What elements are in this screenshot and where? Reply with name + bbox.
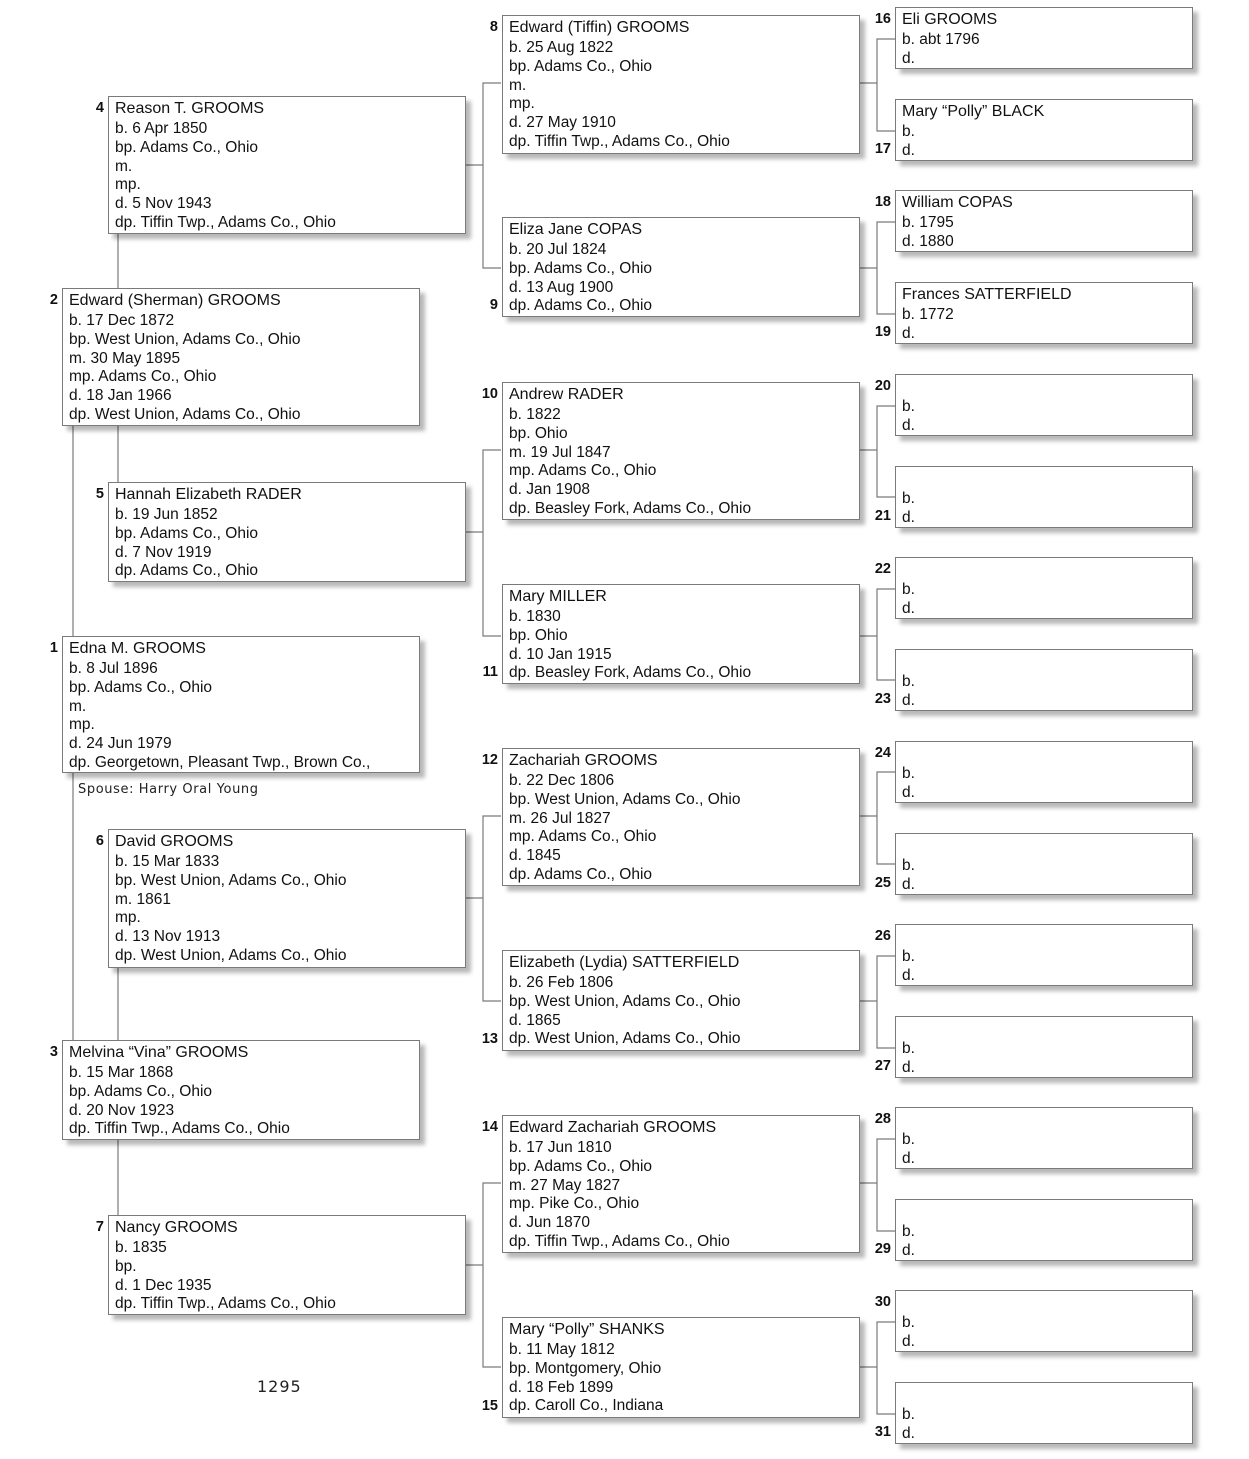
person-detail: b. 22 Dec 1806 — [509, 772, 615, 789]
person-box-29 — [895, 1199, 1193, 1261]
person-detail: b. — [902, 1314, 915, 1331]
person-detail: b. — [902, 1040, 915, 1057]
person-name — [902, 469, 1186, 488]
person-detail: bp. Ohio — [509, 626, 568, 644]
person-detail: d. — [902, 49, 915, 67]
person-box-20 — [895, 374, 1193, 436]
person-name — [902, 744, 1186, 763]
person-detail: b. abt 1796 — [902, 31, 980, 48]
person-detail: d. — [902, 1058, 915, 1076]
person-number-4: 4 — [95, 100, 104, 116]
person-detail: d. 7 Nov 1919 — [115, 543, 212, 561]
person-number-3: 3 — [49, 1044, 58, 1060]
person-detail: m. — [115, 157, 133, 175]
person-detail: dp. West Union, Adams Co., Ohio — [509, 1030, 741, 1048]
person-detail: b. — [902, 948, 915, 965]
person-detail: d. — [902, 1424, 915, 1442]
person-detail: d. — [902, 1332, 915, 1350]
person-box-11 — [502, 584, 860, 684]
person-number-25: 25 — [874, 875, 891, 891]
person-number-27: 27 — [874, 1058, 891, 1074]
person-box-12 — [502, 748, 860, 886]
person-detail: dp. Adams Co., Ohio — [115, 562, 259, 580]
person-number-6: 6 — [95, 833, 104, 849]
person-detail: mp. — [509, 95, 535, 113]
person-detail: m. 1861 — [115, 890, 172, 908]
person-name: Nancy GROOMS — [115, 1219, 238, 1236]
person-box-30 — [895, 1290, 1193, 1352]
person-number-9: 9 — [489, 297, 498, 313]
person-box-13 — [502, 950, 860, 1051]
person-box-17 — [895, 99, 1193, 161]
person-number-23: 23 — [874, 691, 891, 707]
person-detail: dp. Tiffin Twp., Adams Co., Ohio — [115, 213, 336, 231]
person-number-11: 11 — [482, 664, 498, 680]
person-detail: b. — [902, 673, 915, 690]
person-number-10: 10 — [481, 386, 498, 402]
person-detail: mp. Adams Co., Ohio — [509, 462, 657, 480]
person-detail: m. 27 May 1827 — [509, 1176, 621, 1194]
person-detail: bp. Adams Co., Ohio — [509, 57, 653, 75]
person-box-6 — [108, 829, 466, 968]
person-number-18: 18 — [874, 194, 891, 210]
person-detail: d. 13 Nov 1913 — [115, 928, 221, 946]
person-name: Frances SATTERFIELD — [902, 286, 1072, 303]
person-box-25 — [895, 833, 1193, 895]
person-detail: b. — [902, 1223, 915, 1240]
person-detail: b. — [902, 1406, 915, 1423]
person-detail: m. 30 May 1895 — [69, 349, 181, 367]
person-detail: d. — [902, 599, 915, 617]
person-detail: bp. Ohio — [509, 424, 568, 442]
person-detail: d. — [902, 416, 915, 434]
person-detail: dp. Beasley Fork, Adams Co., Ohio — [509, 499, 752, 517]
person-number-20: 20 — [874, 378, 891, 394]
person-name: Reason T. GROOMS — [115, 100, 265, 117]
person-detail: dp. Georgetown, Pleasant Twp., Brown Co., — [69, 753, 371, 771]
person-detail: d. 18 Feb 1899 — [509, 1378, 614, 1396]
person-detail: d. — [902, 783, 915, 801]
person-detail: b. 1835 — [115, 1239, 167, 1256]
person-detail: dp. Tiffin Twp., Adams Co., Ohio — [69, 1120, 290, 1138]
person-name: Hannah Elizabeth RADER — [115, 486, 302, 503]
person-detail: b. 20 Jul 1824 — [509, 241, 607, 258]
person-detail: d. 1880 — [902, 232, 954, 250]
person-detail: d. — [902, 141, 915, 159]
person-name — [902, 1019, 1186, 1038]
person-detail: m. 26 Jul 1827 — [509, 809, 611, 827]
person-detail: d. — [902, 966, 915, 984]
person-number-1: 1 — [49, 640, 58, 656]
person-name: Zachariah GROOMS — [509, 752, 658, 769]
person-detail: bp. — [115, 1257, 137, 1275]
person-box-4 — [108, 96, 466, 234]
person-detail: dp. Adams Co., Ohio — [509, 865, 653, 883]
person-name: William COPAS — [902, 194, 1013, 211]
person-detail: dp. West Union, Adams Co., Ohio — [115, 946, 347, 964]
person-detail: d. 1865 — [509, 1011, 561, 1029]
person-detail: d. — [902, 691, 915, 709]
person-detail: b. 11 May 1812 — [509, 1341, 615, 1358]
person-number-16: 16 — [874, 11, 891, 27]
person-detail: b. 15 Mar 1833 — [115, 853, 220, 870]
person-name — [902, 652, 1186, 671]
person-name — [902, 560, 1186, 579]
person-detail: bp. Adams Co., Ohio — [69, 1082, 213, 1100]
person-name: Eliza Jane COPAS — [509, 221, 643, 238]
person-name: Mary “Polly” SHANKS — [509, 1321, 665, 1338]
person-number-7: 7 — [95, 1219, 104, 1235]
person-box-7 — [108, 1215, 466, 1315]
person-detail: b. 25 Aug 1822 — [509, 39, 614, 56]
person-detail: d. — [902, 1241, 915, 1259]
person-detail: m. — [509, 76, 527, 94]
person-box-5 — [108, 482, 466, 582]
person-box-26 — [895, 924, 1193, 986]
person-detail: b. — [902, 857, 915, 874]
person-box-3 — [62, 1040, 420, 1140]
person-detail: b. 1830 — [509, 608, 561, 625]
person-number-28: 28 — [874, 1111, 891, 1127]
person-detail: dp. Beasley Fork, Adams Co., Ohio — [509, 664, 752, 682]
person-number-21: 21 — [874, 508, 891, 524]
person-number-8: 8 — [489, 19, 498, 35]
person-detail: dp. West Union, Adams Co., Ohio — [69, 405, 301, 423]
person-box-9 — [502, 217, 860, 317]
person-box-28 — [895, 1107, 1193, 1169]
person-number-5: 5 — [95, 486, 104, 502]
person-box-19 — [895, 282, 1193, 344]
person-detail: d. 1 Dec 1935 — [115, 1276, 212, 1294]
person-detail: bp. Montgomery, Ohio — [509, 1359, 662, 1377]
person-number-15: 15 — [481, 1398, 498, 1414]
person-box-10 — [502, 382, 860, 520]
person-name — [902, 1293, 1186, 1312]
person-detail: bp. Adams Co., Ohio — [115, 524, 259, 542]
person-detail: b. 26 Feb 1806 — [509, 974, 614, 991]
person-name — [902, 1110, 1186, 1129]
person-box-1 — [62, 636, 420, 773]
person-detail: d. Jun 1870 — [509, 1214, 591, 1232]
person-box-18 — [895, 190, 1193, 252]
person-detail: b. 17 Jun 1810 — [509, 1139, 612, 1156]
person-name: Eli GROOMS — [902, 11, 998, 28]
page-number: 1295 — [257, 1377, 302, 1396]
person-detail: b. — [902, 123, 915, 140]
person-detail: b. — [902, 581, 915, 598]
person-detail: b. — [902, 765, 915, 782]
person-detail: bp. West Union, Adams Co., Ohio — [509, 790, 741, 808]
person-detail: m. 19 Jul 1847 — [509, 443, 611, 461]
person-detail: dp. Caroll Co., Indiana — [509, 1397, 664, 1415]
person-name: Andrew RADER — [509, 386, 624, 403]
person-number-17: 17 — [874, 141, 891, 157]
person-detail: d. 13 Aug 1900 — [509, 278, 614, 296]
person-detail: d. 18 Jan 1966 — [69, 387, 172, 405]
person-detail: d. 1845 — [509, 847, 561, 865]
person-detail: mp. — [69, 716, 95, 734]
person-number-22: 22 — [874, 561, 891, 577]
person-box-14 — [502, 1115, 860, 1253]
person-box-2 — [62, 288, 420, 426]
person-box-31 — [895, 1382, 1193, 1444]
person-detail: dp. Tiffin Twp., Adams Co., Ohio — [509, 1232, 730, 1250]
person-name — [902, 836, 1186, 855]
person-detail: b. 1772 — [902, 306, 954, 323]
person-detail: bp. West Union, Adams Co., Ohio — [69, 330, 301, 348]
person-detail: b. 6 Apr 1850 — [115, 120, 208, 137]
person-detail: dp. Tiffin Twp., Adams Co., Ohio — [115, 1295, 336, 1313]
person-box-27 — [895, 1016, 1193, 1078]
person-detail: d. — [902, 875, 915, 893]
person-detail: b. — [902, 490, 915, 507]
person-detail: d. 27 May 1910 — [509, 114, 616, 132]
person-detail: b. 1795 — [902, 214, 954, 231]
person-name: David GROOMS — [115, 833, 234, 850]
person-name: Mary “Polly” BLACK — [902, 103, 1045, 120]
person-name: Mary MILLER — [509, 588, 607, 605]
person-detail: d. 20 Nov 1923 — [69, 1101, 175, 1119]
person-name: Melvina “Vina” GROOMS — [69, 1044, 249, 1061]
person-detail: bp. Adams Co., Ohio — [69, 678, 213, 696]
person-detail: dp. Adams Co., Ohio — [509, 297, 653, 315]
person-detail: b. 15 Mar 1868 — [69, 1064, 174, 1081]
person-detail: mp. Adams Co., Ohio — [509, 828, 657, 846]
person-detail: b. — [902, 1131, 915, 1148]
person-number-29: 29 — [874, 1241, 891, 1257]
person-number-24: 24 — [874, 745, 891, 761]
person-name — [902, 1202, 1186, 1221]
person-detail: b. 1822 — [509, 406, 561, 423]
person-number-13: 13 — [481, 1031, 498, 1047]
person-name: Elizabeth (Lydia) SATTERFIELD — [509, 954, 740, 971]
person-box-24 — [895, 741, 1193, 803]
person-detail: bp. Adams Co., Ohio — [115, 138, 259, 156]
person-detail: mp. — [115, 176, 141, 194]
person-name — [902, 377, 1186, 396]
person-number-31: 31 — [874, 1424, 891, 1440]
person-number-12: 12 — [481, 752, 498, 768]
person-detail: m. — [69, 697, 87, 715]
person-detail: b. 17 Dec 1872 — [69, 312, 175, 329]
person-name — [902, 927, 1186, 946]
spouse-note: Spouse: Harry Oral Young — [78, 782, 259, 797]
person-detail: b. — [902, 398, 915, 415]
person-detail: d. 10 Jan 1915 — [509, 645, 612, 663]
person-detail: b. 19 Jun 1852 — [115, 506, 218, 523]
person-detail: d. — [902, 1149, 915, 1167]
person-name: Edward Zachariah GROOMS — [509, 1119, 717, 1136]
person-detail: mp. Pike Co., Ohio — [509, 1195, 640, 1213]
person-box-15 — [502, 1317, 860, 1418]
person-number-19: 19 — [874, 324, 891, 340]
person-detail: d. 5 Nov 1943 — [115, 195, 212, 213]
person-name: Edward (Sherman) GROOMS — [69, 292, 281, 309]
person-box-22 — [895, 557, 1193, 619]
person-number-14: 14 — [481, 1119, 498, 1135]
person-detail: d. Jan 1908 — [509, 481, 591, 499]
person-detail: mp. Adams Co., Ohio — [69, 368, 217, 386]
person-number-26: 26 — [874, 928, 891, 944]
person-box-21 — [895, 466, 1193, 528]
person-detail: dp. Tiffin Twp., Adams Co., Ohio — [509, 132, 730, 150]
person-detail: b. 8 Jul 1896 — [69, 660, 158, 677]
person-box-8 — [502, 15, 860, 154]
person-number-30: 30 — [874, 1294, 891, 1310]
person-box-16 — [895, 7, 1193, 69]
person-detail: bp. West Union, Adams Co., Ohio — [115, 871, 347, 889]
person-detail: d. — [902, 508, 915, 526]
person-box-23 — [895, 649, 1193, 711]
person-detail: bp. Adams Co., Ohio — [509, 259, 653, 277]
person-name: Edward (Tiffin) GROOMS — [509, 19, 690, 36]
person-detail: d. — [902, 324, 915, 342]
person-name — [902, 1385, 1186, 1404]
person-number-2: 2 — [49, 292, 58, 308]
person-name: Edna M. GROOMS — [69, 640, 206, 657]
person-detail: mp. — [115, 909, 141, 927]
person-detail: bp. Adams Co., Ohio — [509, 1157, 653, 1175]
person-detail: d. 24 Jun 1979 — [69, 735, 172, 753]
person-detail: bp. West Union, Adams Co., Ohio — [509, 992, 741, 1010]
